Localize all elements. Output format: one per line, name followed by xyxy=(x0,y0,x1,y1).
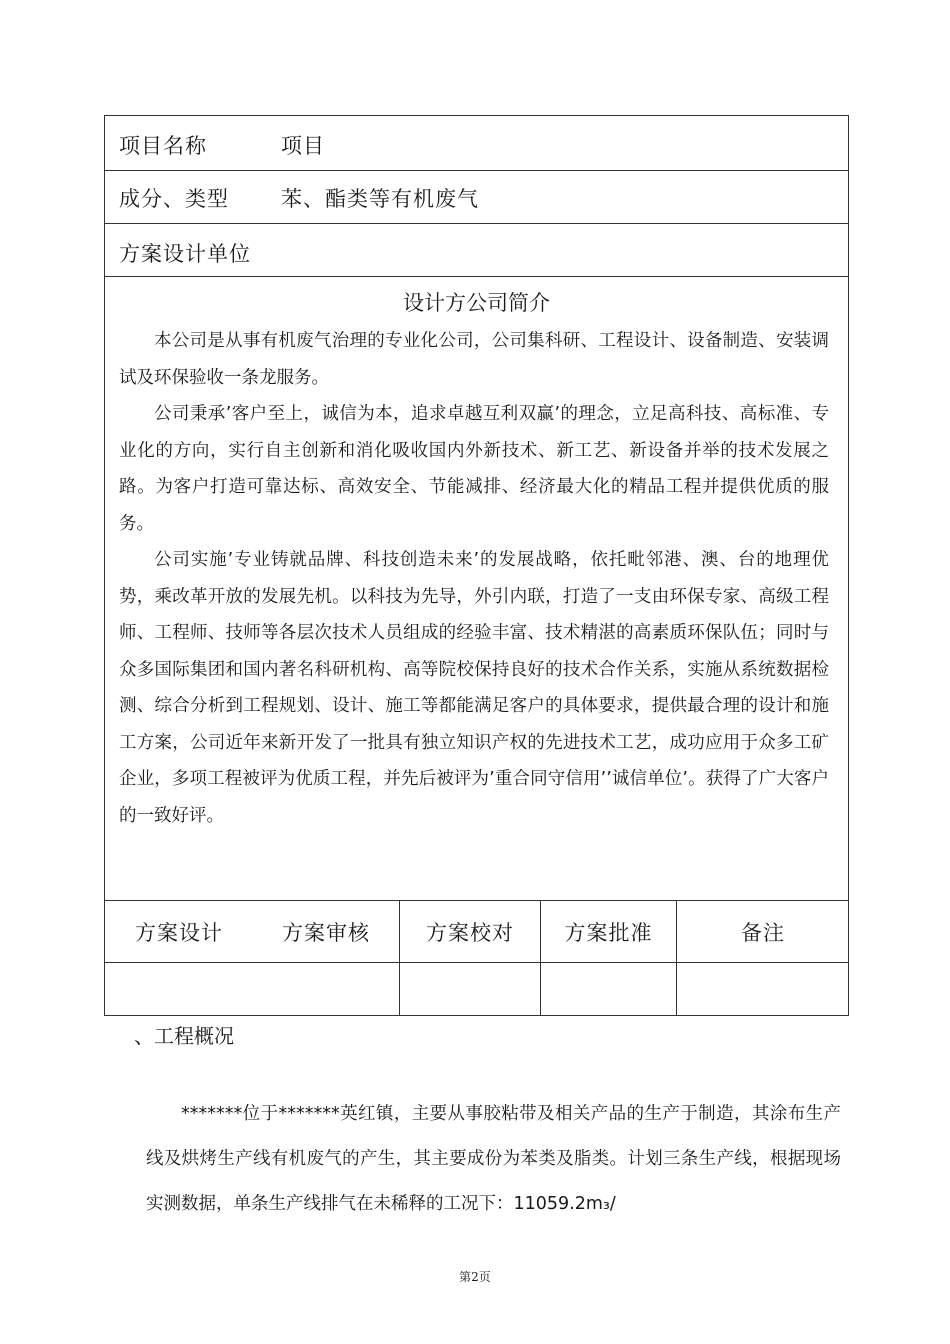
intro-paragraph: 公司秉承’客户至上，诚信为本，追求卓越互利双赢’的理念，立足高科技、高标准、专业化的方向，实行自主创新和消化吸收国内外新技术、新工艺、新设备并举的技术发展之路。为客户打造可靠达标、高效安全、节能减排、经济最大化的精品工程并提供优质的服务。 xyxy=(119,404,829,534)
overview-paragraph: *******位于*******英红镇，主要从事胶粘带及相关产品的生产于制造，其涂布生产线及烘烤生产线有机废气的产生，其主要成份为苯类及脂类。计划三条生产线，根据现场实测数据，单条生产线排气在未稀释的工况下：11059.2m₃/ xyxy=(146,1104,841,1214)
signoff-remarks-label: 备注 xyxy=(741,921,785,945)
intro-title: 设计方公司简介 xyxy=(403,291,550,315)
type-label: 成分、类型 xyxy=(119,187,229,211)
project-name-label: 项目名称 xyxy=(119,134,207,158)
type-row xyxy=(105,171,848,224)
intro-body xyxy=(119,323,829,834)
signoff-review-label: 方案审核 xyxy=(282,921,370,945)
intro-paragraph: 公司实施’专业铸就品牌、科技创造未来’的发展战略，依托毗邻港、澳、台的地理优势，乘改革开放的发展先机。以科技为先导，外引内联，打造了一支由环保专家、高级工程师、工程师、技师等各层次技术人员组成的经验丰富、技术精湛的高素质环保队伍；同时与众多国际集团和国内著名科研机构、高等院校保持良好的技术合作关系，实施从系统数据检测、综合分析到工程规划、设计、施工等都能满足客户的具体要求，提供最合理的设计和施工方案，公司近年来新开发了一批具有独立知识产权的先进技术工艺，成功应用于众多工矿企业，多项工程被评为优质工程，并先后被评为’重合同守信用’’诚信单位’。获得了广大客户的一致好评。 xyxy=(119,550,829,826)
type-value: 苯、酯类等有机废气 xyxy=(281,187,479,211)
signoff-approve-label: 方案批准 xyxy=(564,921,653,945)
project-name-row xyxy=(105,116,848,171)
column-divider xyxy=(676,963,677,1015)
design-unit-label: 方案设计单位 xyxy=(119,242,251,266)
project-overview-text xyxy=(146,1092,841,1227)
signoff-body-row xyxy=(105,963,848,1015)
design-unit-row xyxy=(105,224,848,277)
section-heading: 、工程概况 xyxy=(134,1024,234,1048)
project-name-value: 项目 xyxy=(281,134,325,158)
signoff-header-row xyxy=(105,901,848,963)
signoff-design-label: 方案设计 xyxy=(135,921,223,945)
project-info-table xyxy=(104,115,849,1016)
company-intro-section xyxy=(105,277,848,901)
column-divider xyxy=(399,963,400,1015)
column-divider xyxy=(540,963,541,1015)
intro-paragraph: 本公司是从事有机废气治理的专业化公司，公司集科研、工程设计、设备制造、安装调试及环保验收一条龙服务。 xyxy=(119,331,829,388)
page-number: 第2页 xyxy=(459,1270,491,1284)
signoff-check-label: 方案校对 xyxy=(426,921,514,945)
